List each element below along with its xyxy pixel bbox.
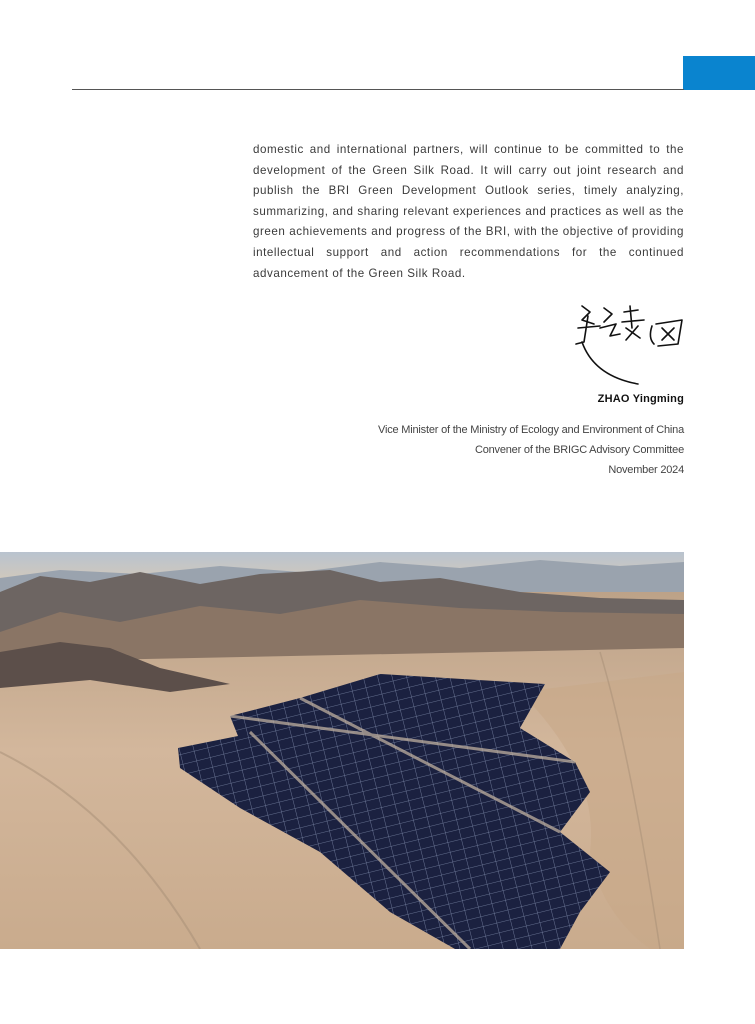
header-rule	[72, 89, 684, 90]
signature-date: November 2024	[608, 464, 684, 476]
signatory-role: Convener of the BRIGC Advisory Committee	[474, 444, 684, 456]
handwritten-signature	[560, 298, 690, 388]
solar-farm-photo	[0, 552, 684, 949]
signatory-name: ZHAO Yingming	[597, 393, 684, 405]
body-paragraph: domestic and international partners, will continue to be committed to the development of the Green Silk Road. It will carry out joint research and publish the BRI Green Development Outlook series, timely analyzing, summarizing, and sharing relevant experiences and practices as well as the green achievements and progress of the BRI, with the objective of providing intellectual support and action recommendations for the continued advancement of the Green Silk Road.	[253, 143, 684, 280]
accent-tab	[683, 56, 755, 90]
signatory-title: Vice Minister of the Ministry of Ecology and Environment of China	[378, 424, 684, 436]
signatory-credentials	[378, 420, 684, 480]
